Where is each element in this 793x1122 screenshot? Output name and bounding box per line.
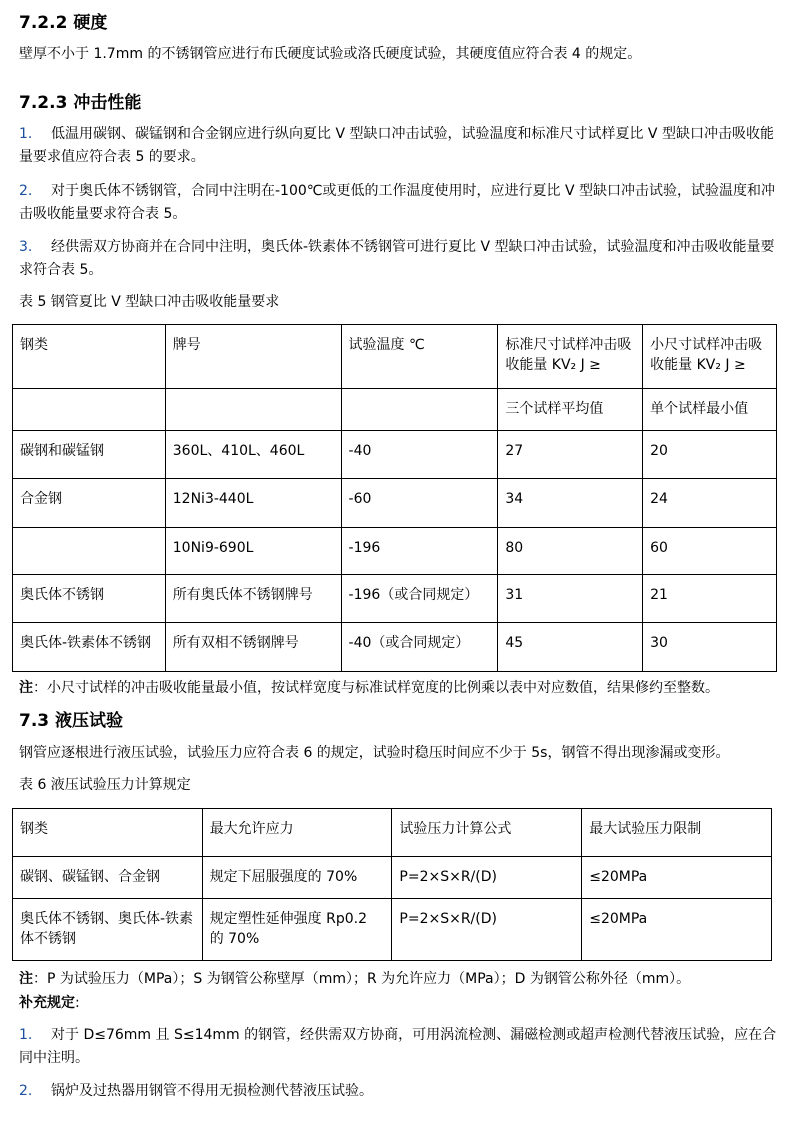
table-cell: ≤20MPa <box>582 857 772 899</box>
note-text: ：小尺寸试样的冲击吸收能量最小值，按试样宽度与标准试样宽度的比例乘以表中对应数值，结果修约至整数。 <box>33 680 719 696</box>
table-header-row <box>13 325 777 389</box>
table-5-caption: 表 5 钢管夏比 V 型缺口冲击吸收能量要求 <box>19 294 280 310</box>
table-row <box>13 528 777 575</box>
table-cell: 360L、410L、460L <box>165 431 341 479</box>
table-cell: 80 <box>498 528 643 575</box>
table-cell: P=2×S×R/(D) <box>392 899 582 961</box>
table-cell: 碳钢、碳锰钢、合金钢 <box>13 857 203 899</box>
section-7-2-2-heading: 7.2.2 硬度 <box>19 13 108 33</box>
table-header-row <box>13 809 772 857</box>
table-cell: 31 <box>498 575 643 623</box>
header-cell: 小尺寸试样冲击吸收能量 KV₂ J ≥ <box>643 325 777 389</box>
table-6-caption: 表 6 液压试验压力计算规定 <box>19 777 191 793</box>
header-cell: 牌号 <box>165 325 341 389</box>
list-text: 低温用碳钢、碳锰钢和合金钢应进行纵向夏比 V 型缺口冲击试验，试验温度和标准尺寸试样夏比 V 型缺口冲击吸收能量要求值应符合表 5 的要求。 <box>19 126 774 165</box>
note-label: 注 <box>19 971 33 987</box>
header-cell: 试验温度 ℃ <box>341 325 498 389</box>
section-7-3-heading: 7.3 液压试验 <box>19 711 124 731</box>
list-item <box>19 236 779 282</box>
table-cell: 奥氏体不锈钢 <box>13 575 166 623</box>
table-cell: -40（或合同规定） <box>341 623 498 672</box>
table-5 <box>12 324 777 672</box>
table-cell: -196（或合同规定） <box>341 575 498 623</box>
table-5-note <box>19 678 779 699</box>
supplementary-label: 补充规定 <box>19 995 75 1011</box>
subheader-cell: 三个试样平均值 <box>498 389 643 431</box>
supplementary-heading <box>19 993 779 1014</box>
table-cell: 所有奥氏体不锈钢牌号 <box>165 575 341 623</box>
table-row <box>13 479 777 528</box>
table-cell: -196 <box>341 528 498 575</box>
list-text: 对于 D≤76mm 且 S≤14mm 的钢管，经供需双方协商，可用涡流检测、漏磁检测或超声检测代替液压试验，应在合同中注明。 <box>19 1027 777 1066</box>
table-subheader-row <box>13 389 777 431</box>
subheader-cell: 单个试样最小值 <box>643 389 777 431</box>
subheader-cell <box>341 389 498 431</box>
table-row <box>13 623 777 672</box>
table-cell: 12Ni3-440L <box>165 479 341 528</box>
list-text: 锅炉及过热器用钢管不得用无损检测代替液压试验。 <box>51 1083 373 1099</box>
header-cell: 试验压力计算公式 <box>392 809 582 857</box>
supplementary-colon: : <box>75 995 80 1011</box>
note-label: 注 <box>19 680 33 696</box>
list-text: 对于奥氏体不锈钢管，合同中注明在-100℃或更低的工作温度使用时，应进行夏比 V 型缺口冲击试验，试验温度和冲击吸收能量要求符合表 5。 <box>19 183 775 222</box>
table-cell: P=2×S×R/(D) <box>392 857 582 899</box>
subheader-cell <box>13 389 166 431</box>
table-cell: 碳钢和碳锰钢 <box>13 431 166 479</box>
table-cell: 奥氏体不锈钢、奥氏体-铁素体不锈钢 <box>13 899 203 961</box>
table-cell: 所有双相不锈钢牌号 <box>165 623 341 672</box>
table-row <box>13 899 772 961</box>
table-cell: 24 <box>643 479 777 528</box>
table-cell: 27 <box>498 431 643 479</box>
header-cell: 钢类 <box>13 325 166 389</box>
table-cell: 60 <box>643 528 777 575</box>
table-cell: -60 <box>341 479 498 528</box>
table-row <box>13 575 777 623</box>
table-cell: 规定下屈服强度的 70% <box>202 857 392 899</box>
table-cell: -40 <box>341 431 498 479</box>
table-cell: ≤20MPa <box>582 899 772 961</box>
list-number: 2. <box>19 1083 33 1099</box>
table-cell: 奥氏体-铁素体不锈钢 <box>13 623 166 672</box>
table-cell: 30 <box>643 623 777 672</box>
list-item <box>19 180 779 226</box>
header-cell: 最大允许应力 <box>202 809 392 857</box>
section-7-3-text: 钢管应逐根进行液压试验，试验压力应符合表 6 的规定，试验时稳压时间应不少于 5s，钢管不得出现渗漏或变形。 <box>19 745 730 761</box>
table-6 <box>12 808 772 961</box>
list-number: 2. <box>19 183 33 199</box>
table-row <box>13 431 777 479</box>
list-text: 经供需双方协商并在合同中注明，奥氏体-铁素体不锈钢管可进行夏比 V 型缺口冲击试验，试验温度和冲击吸收能量要求符合表 5。 <box>19 239 775 278</box>
table-cell: 45 <box>498 623 643 672</box>
section-7-2-3-heading: 7.2.3 冲击性能 <box>19 93 142 113</box>
list-number: 1. <box>19 1027 33 1043</box>
header-cell: 标准尺寸试样冲击吸收能量 KV₂ J ≥ <box>498 325 643 389</box>
header-cell: 钢类 <box>13 809 203 857</box>
list-number: 3. <box>19 239 33 255</box>
subheader-cell <box>165 389 341 431</box>
list-number: 1. <box>19 126 33 142</box>
note-text: ：P 为试验压力（MPa）；S 为钢管公称壁厚（mm）；R 为允许应力（MPa）；D 为钢管公称外径（mm）。 <box>33 971 691 987</box>
table-cell: 规定塑性延伸强度 Rp0.2 的 70% <box>202 899 392 961</box>
table-cell <box>13 528 166 575</box>
list-item <box>19 123 779 169</box>
list-item <box>19 1024 779 1070</box>
table-cell: 21 <box>643 575 777 623</box>
table-cell: 34 <box>498 479 643 528</box>
table-cell: 20 <box>643 431 777 479</box>
table-row <box>13 857 772 899</box>
table-cell: 10Ni9-690L <box>165 528 341 575</box>
section-7-2-2-text: 壁厚不小于 1.7mm 的不锈钢管应进行布氏硬度试验或洛氏硬度试验，其硬度值应符合表 4 的规定。 <box>19 46 642 62</box>
list-item <box>19 1080 779 1103</box>
table-cell: 合金钢 <box>13 479 166 528</box>
header-cell: 最大试验压力限制 <box>582 809 772 857</box>
table-6-note <box>19 969 779 990</box>
